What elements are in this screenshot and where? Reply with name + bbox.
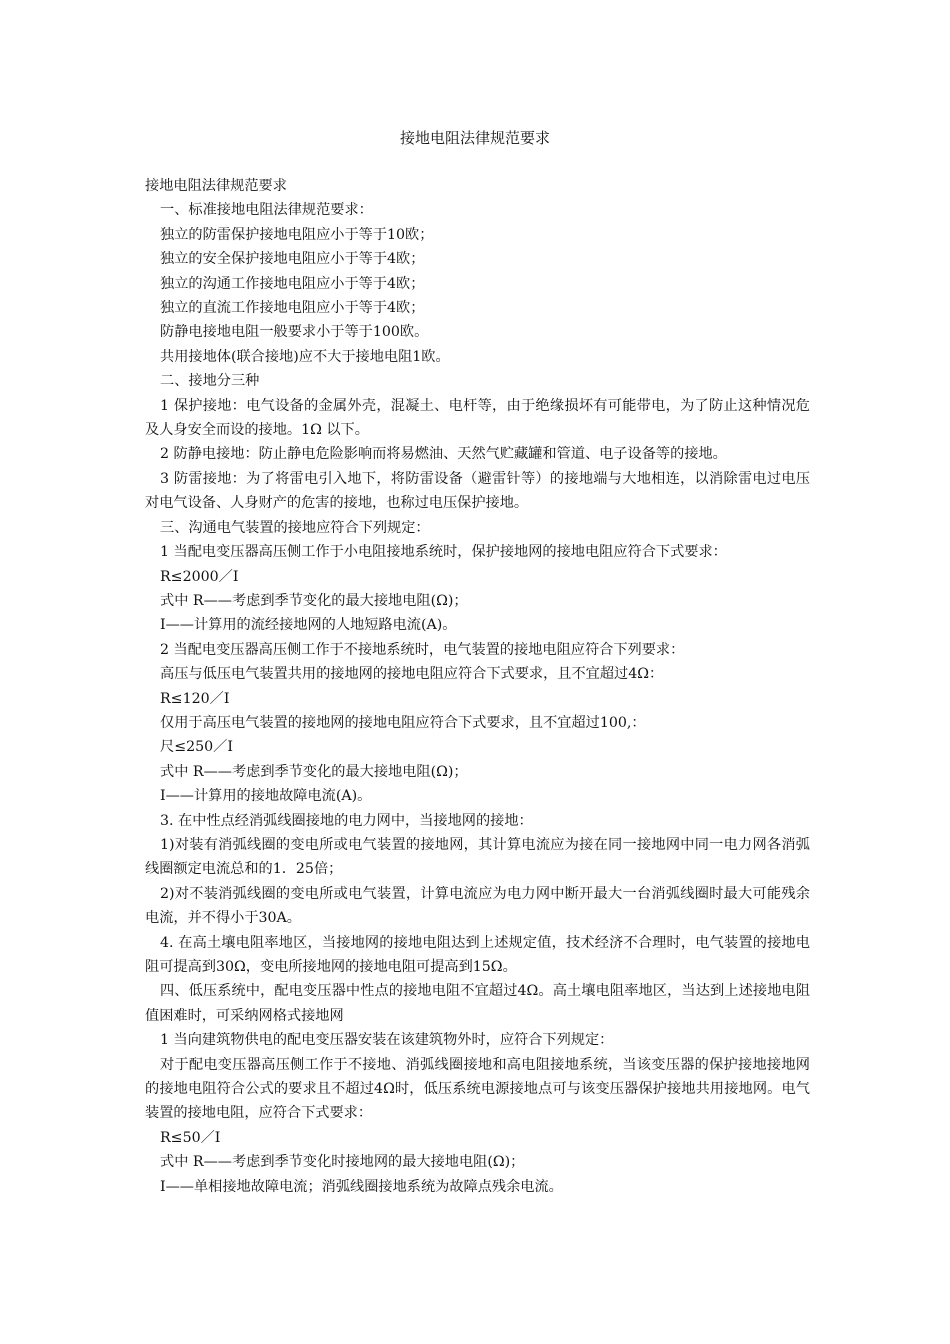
body-line: 一、标准接地电阻法律规范要求： — [160, 202, 373, 219]
document-title: 接地电阻法律规范要求 — [399, 129, 550, 147]
body-line: 尺≤250／I — [160, 739, 233, 756]
body-line: 式中 R——考虑到季节变化的最大接地电阻(Ω)； — [160, 592, 468, 609]
body-line: 1 当向建筑物供电的配电变压器安装在该建筑物外时，应符合下列规定： — [160, 1032, 614, 1049]
body-line: 2 防静电接地：防止静电危险影响而将易燃油、天然气贮藏罐和管道、电子设备等的接地。 — [160, 446, 727, 463]
body-line: 2)对不装消弧线圈的变电所或电气装置，计算电流应为电力网中断开最大一台消弧线圈时最大可能残余电流，并不得小于30A。 — [145, 885, 810, 927]
body-line: 四、低压系统中，配电变压器中性点的接地电阻不宜超过4Ω。高土壤电阻率地区，当达到上述接地电阻值困难时，可采纳网格式接地网 — [145, 983, 810, 1024]
body-line: I——计算用的接地故障电流(A)。 — [160, 788, 372, 805]
body-line: 式中 R——考虑到季节变化的最大接地电阻(Ω)； — [160, 763, 468, 780]
body-line: 式中 R——考虑到季节变化时接地网的最大接地电阻(Ω)； — [160, 1154, 525, 1171]
body-line: I——单相接地故障电流；消弧线圈接地系统为故障点残余电流。 — [160, 1178, 563, 1195]
body-line: 1)对装有消弧线圈的变电所或电气装置的接地网，其计算电流应为接在同一接地网中同一电力网各消弧线圈额定电流总和的1．25倍； — [145, 836, 810, 878]
document-body — [145, 174, 810, 1199]
body-line: I——计算用的流经接地网的人地短路电流(A)。 — [160, 617, 457, 634]
body-lines — [145, 198, 810, 1199]
body-line: 防静电接地电阻一般要求小于等于100欧。 — [160, 324, 429, 341]
section-heading: 接地电阻法律规范要求 — [145, 178, 287, 194]
body-line: 仅用于高压电气装置的接地网的接地电阻应符合下式要求，且不宜超过100,： — [160, 714, 646, 731]
body-line: 独立的直流工作接地电阻应小于等于4欧； — [160, 300, 425, 317]
body-line: 对于配电变压器高压侧工作于不接地、消弧线圈接地和高电阻接地系统，当该变压器的保护接地接地网的接地电阻符合公式的要求且不超过4Ω时，低压系统电源接地点可与该变压器保护接地共用接地网。电气装置的接地电阻，应符合下式要求： — [145, 1056, 810, 1122]
body-line: R≤120／I — [160, 690, 230, 707]
body-line: 三、沟通电气装置的接地应符合下列规定： — [160, 519, 430, 536]
body-line: R≤2000／I — [160, 568, 239, 585]
body-line: 二、接地分三种 — [160, 373, 260, 390]
body-line: 3. 在中性点经消弧线圈接地的电力网中，当接地网的接地： — [160, 812, 533, 829]
body-line: 高压与低压电气装置共用的接地网的接地电阻应符合下式要求，且不宜超过4Ω： — [160, 666, 664, 683]
body-line: 4. 在高土壤电阻率地区，当接地网的接地电阻达到上述规定值，技术经济不合理时，电气装置的接地电阻可提高到30Ω，变电所接地网的接地电阻可提高到15Ω。 — [145, 934, 810, 975]
body-line: 独立的沟通工作接地电阻应小于等于4欧； — [160, 275, 425, 292]
body-line: 独立的安全保护接地电阻应小于等于4欧； — [160, 251, 425, 268]
body-line: 3 防雷接地：为了将雷电引入地下，将防雷设备（避雷针等）的接地端与大地相连，以消除雷电过电压对电气设备、人身财产的危害的接地，也称过电压保护接地。 — [145, 470, 810, 512]
body-line: 2 当配电变压器高压侧工作于不接地系统时，电气装置的接地电阻应符合下列要求： — [160, 641, 685, 658]
body-line: 共用接地体(联合接地)应不大于接地电阻1欧。 — [160, 348, 450, 365]
body-line: 1 保护接地：电气设备的金属外壳，混凝土、电杆等，由于绝缘损坏有可能带电，为了防止这种情况危及人身安全而设的接地。1Ω 以下。 — [145, 397, 810, 439]
body-line: 1 当配电变压器高压侧工作于小电阻接地系统时，保护接地网的接地电阻应符合下式要求： — [160, 544, 727, 561]
body-line: R≤50／I — [160, 1129, 221, 1146]
body-line: 独立的防雷保护接地电阻应小于等于10欧； — [160, 226, 434, 243]
